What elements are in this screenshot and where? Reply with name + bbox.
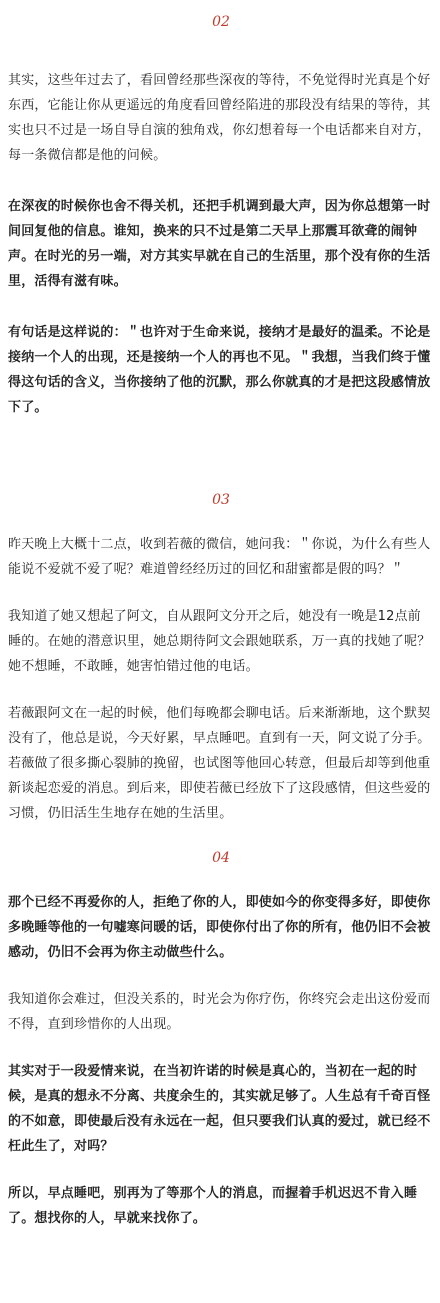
paragraph: 我知道你会难过，但没关系的，时光会为你疗伤，你终究会走出这份爱而不得，直到珍惜你的人出现。 bbox=[8, 992, 431, 1032]
paragraph: 若薇跟阿文在一起的时候，他们每晚都会聊电话。后来渐渐地，这个默契没有了，他总是说，今天好累，早点睡吧。直到有一天，阿文说了分手。若薇做了很多撕心裂肺的挽留，也试图等他回心转意，但最后却等到他重新谈起恋爱的消息。到后来，即使若薇已经放下了这段感情，但这些爱的习惯，仍旧活生生地存在她的生活里。 bbox=[8, 706, 431, 821]
paragraph: 我知道了她又想起了阿文，自从跟阿文分开之后，她没有一晚是12点前睡的。在她的潜意识里，她总期待阿文会跟她联系，万一真的找她了呢？她不想睡，不敢睡，她害怕错过他的电话。 bbox=[8, 609, 431, 674]
section-number-02: 02 bbox=[212, 14, 230, 30]
paragraph: 在深夜的时候你也舍不得关机，还把手机调到最大声，因为你总想第一时间回复他的信息。谁知，换来的只不过是第二天早上那震耳欲聋的闹钟声。在时光的另一端，对方其实早就在自己的生活里，那个没有你的生活里，活得有滋有味。 bbox=[8, 199, 431, 289]
paragraph: 有句话是这样说的：＂也许对于生命来说，接纳才是最好的温柔。不论是接纳一个人的出现，还是接纳一个人的再也不见。＂我想，当我们终于懂得这句话的含义，当你接纳了他的沉默，那么你就真的才是把这段感情放下了。 bbox=[8, 325, 431, 415]
paragraph: 其实对于一段爱情来说，在当初许诺的时候是真心的，当初在一起的时候，是真的想永不分离、共度余生的，其实就足够了。人生总有千奇百怪的不如意，即使最后没有永远在一起，但只要我们认真的爱过，就已经不枉此生了，对吗？ bbox=[8, 1064, 431, 1154]
section-number-03: 03 bbox=[212, 492, 230, 508]
section-number-04: 04 bbox=[212, 850, 230, 866]
paragraph: 那个已经不再爱你的人，拒绝了你的人，即使如今的你变得多好，即使你多晚睡等他的一句嘘寒问暖的话，即使你付出了你的所有，他仍旧不会被感动，仍旧不会再为你主动做些什么。 bbox=[8, 895, 431, 960]
paragraph: 其实，这些年过去了，看回曾经那些深夜的等待，不免觉得时光真是个好东西，它能让你从更遥远的角度看回曾经陷进的那段没有结果的等待，其实也只不过是一场自导自演的独角戏，你幻想着每一个电话都来自对方，每一条微信都是他的问候。 bbox=[8, 73, 431, 163]
paragraph: 所以，早点睡吧，别再为了等那个人的消息，而握着手机迟迟不肯入睡了。想找你的人，早就来找你了。 bbox=[8, 1186, 418, 1226]
paragraph: 昨天晚上大概十二点，收到若薇的微信，她问我：＂你说，为什么有些人能说不爱就不爱了呢？难道曾经经历过的回忆和甜蜜都是假的吗？＂ bbox=[8, 537, 431, 577]
